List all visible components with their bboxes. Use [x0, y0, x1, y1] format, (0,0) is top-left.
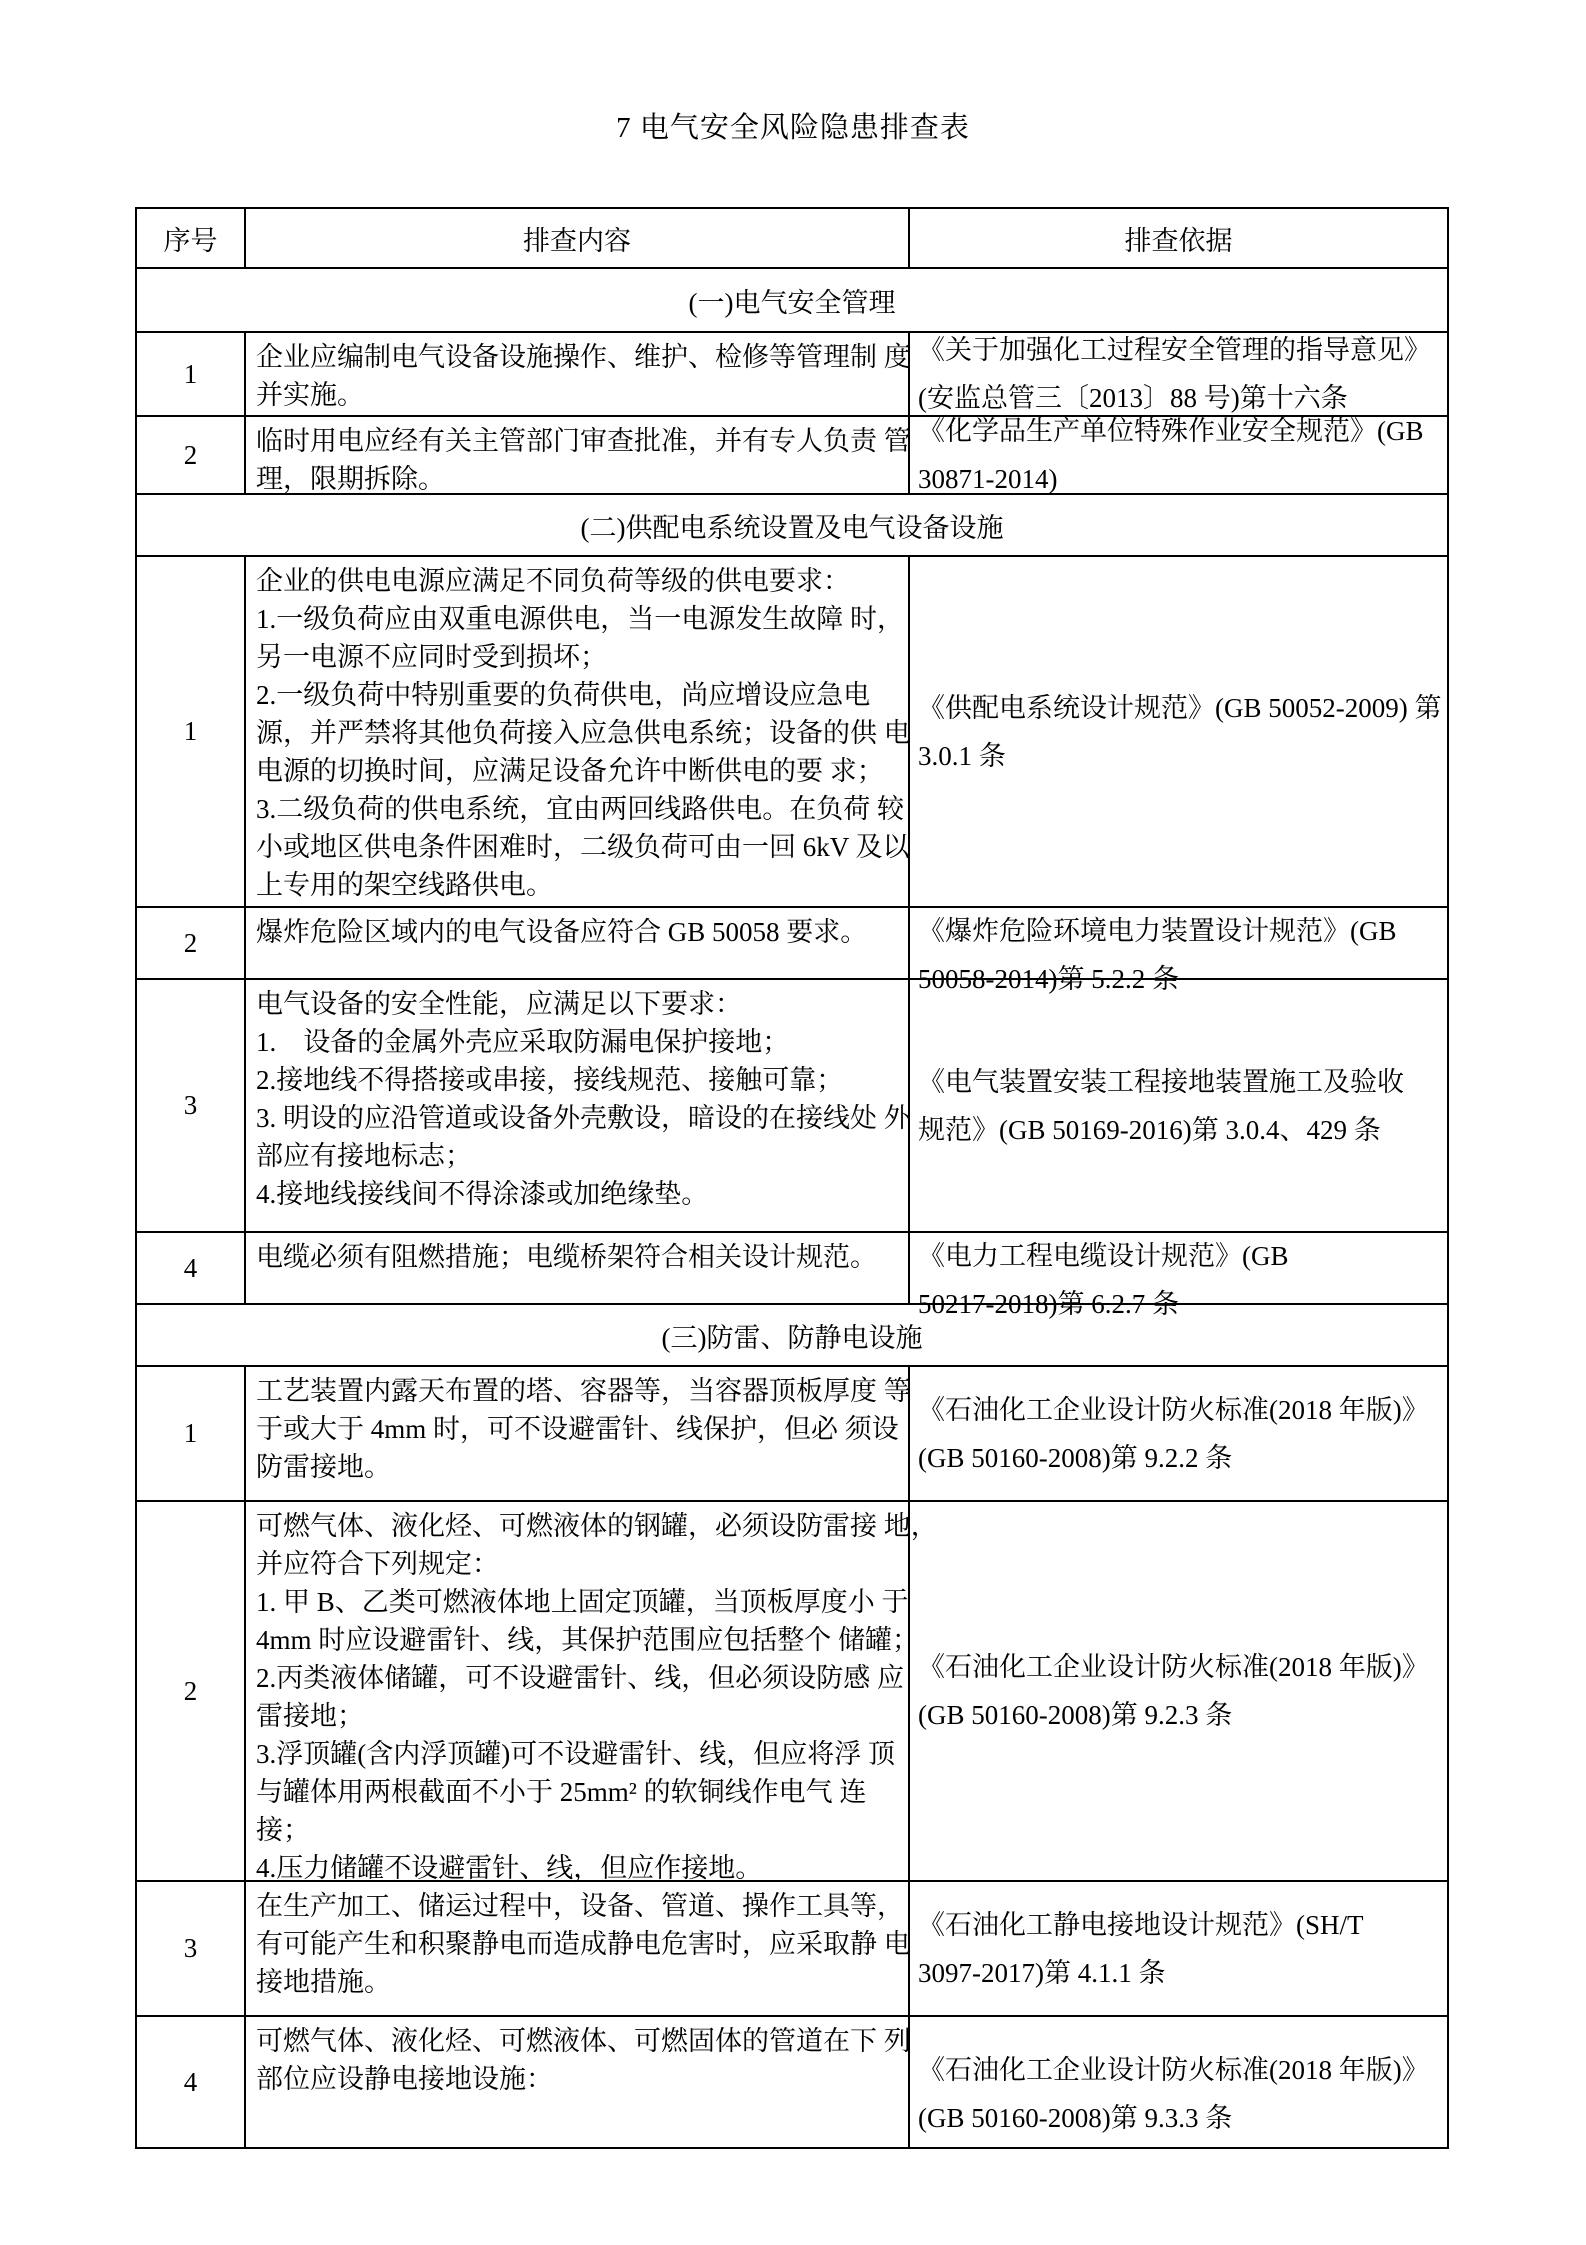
basis-line: 3097-2017)第 4.1.1 条 — [918, 1957, 1166, 1988]
content-line: 工艺装置内露天布置的塔、容器等，当容器顶板厚度 等 — [256, 1376, 911, 1406]
basis-line: 《关于加强化工过程安全管理的指导意见》 — [918, 335, 1431, 365]
basis-line: 规范》(GB 50169-2016)第 3.0.4、429 条 — [918, 1114, 1381, 1145]
content-line: 临时用电应经有关主管部门审查批准，并有专人负责 管 — [256, 426, 911, 456]
content-line: 2.丙类液体储罐，可不设避雷针、线，但必须设防感 应 — [256, 1663, 904, 1693]
row-number-cell: 2 — [136, 416, 245, 494]
table-row — [136, 1232, 1448, 1304]
basis-line: 《电气装置安装工程接地装置施工及验收 — [918, 1066, 1404, 1097]
content-line: 1.一级负荷应由双重电源供电，当一电源发生故障 时， — [256, 604, 904, 634]
basis-line: 《石油化工企业设计防火标准(2018 年版)》 — [918, 2055, 1429, 2085]
content-line: 电缆必须有阻燃措施；电缆桥架符合相关设计规范。 — [256, 1242, 877, 1272]
basis-cell — [909, 332, 1448, 416]
table-row — [136, 556, 1448, 907]
basis-box — [910, 2018, 1447, 2146]
section-row — [136, 494, 1448, 556]
basis-line: 《供配电系统设计规范》(GB 50052-2009) 第 — [918, 692, 1442, 723]
basis-line: 《电力工程电缆设计规范》(GB — [918, 1241, 1289, 1271]
content-line: 在生产加工、储运过程中，设备、管道、操作工具等， — [256, 1891, 904, 1921]
content-line: 1. 甲 B、乙类可燃液体地上固定顶罐，当顶板厚度小 于 — [256, 1587, 909, 1617]
basis-line: 《石油化工企业设计防火标准(2018 年版)》 — [918, 1652, 1429, 1682]
content-cell — [245, 556, 909, 907]
content-line: 2.接地线不得搭接或串接，接线规范、接触可靠； — [256, 1065, 844, 1095]
basis-line: 《石油化工企业设计防火标准(2018 年版)》 — [918, 1394, 1429, 1425]
row-number-cell: 2 — [136, 907, 245, 979]
table-row — [136, 416, 1448, 494]
content-cell — [245, 1881, 909, 2016]
content-line: 电源的切换时间，应满足设备允许中断供电的要 求； — [256, 756, 884, 786]
section-label: (二)供配电系统设置及电气设备设施 — [136, 494, 1448, 556]
row-number-cell: 1 — [136, 556, 245, 907]
content-line: 理，限期拆除。 — [256, 464, 445, 494]
content-cell — [245, 1366, 909, 1501]
content-box — [246, 909, 908, 977]
row-number-cell: 3 — [136, 979, 245, 1232]
content-cell — [245, 979, 909, 1232]
basis-cell — [909, 1232, 1448, 1319]
row-number-cell: 3 — [136, 1881, 245, 2016]
content-line: 另一电源不应同时受到损坏； — [256, 642, 607, 672]
basis-line: (安监总管三〔2013〕88 号)第十六条 — [918, 383, 1348, 413]
basis-box — [910, 981, 1447, 1230]
content-line: 部位应设静电接地设施： — [256, 2064, 553, 2094]
content-line: 2.一级负荷中特别重要的负荷供电，尚应增设应急电 — [256, 680, 871, 710]
row-number-cell: 1 — [136, 1366, 245, 1501]
basis-box — [910, 1883, 1447, 2014]
section-row — [136, 268, 1448, 332]
table-row — [136, 332, 1448, 416]
content-line: 并应符合下列规定： — [256, 1549, 499, 1579]
content-line: 接地措施。 — [256, 1967, 391, 1997]
table-body — [136, 208, 1448, 2148]
basis-cell — [909, 416, 1448, 494]
content-line: 小或地区供电条件困难时，二级负荷可由一回 6kV 及以 — [256, 832, 910, 862]
basis-line: (GB 50160-2008)第 9.2.2 条 — [918, 1442, 1233, 1473]
basis-cell — [909, 556, 1448, 907]
content-line: 4.压力储罐不设避雷针、线，但应作接地。 — [256, 1853, 763, 1883]
basis-line: 《石油化工静电接地设计规范》(SH/T — [918, 1909, 1364, 1940]
content-box — [246, 1503, 938, 1883]
basis-box — [910, 1234, 1447, 1319]
content-line: 1. 设备的金属外壳应采取防漏电保护接地； — [256, 1027, 790, 1057]
section-label: (三)防雷、防静电设施 — [136, 1304, 1448, 1366]
content-cell — [245, 332, 909, 416]
table-row — [136, 907, 1448, 979]
content-line: 与罐体用两根截面不小于 25mm² 的软铜线作电气 连 — [256, 1777, 867, 1807]
basis-box — [910, 334, 1447, 414]
basis-box — [910, 418, 1447, 492]
content-line: 有可能产生和积聚静电而造成静电危害时，应采取静 电 — [256, 1929, 911, 1959]
content-box — [246, 1234, 908, 1302]
basis-line: 3.0.1 条 — [918, 740, 1006, 771]
content-line: 部应有接地标志； — [256, 1141, 472, 1171]
document-title: 7 电气安全风险隐患排查表 — [616, 112, 970, 144]
content-line: 防雷接地。 — [256, 1452, 391, 1482]
basis-cell — [909, 907, 1448, 994]
table-row — [136, 979, 1448, 1232]
content-cell — [245, 1232, 909, 1304]
column-header: 排查内容 — [245, 208, 909, 268]
content-box — [246, 981, 911, 1230]
basis-line: 30871-2014) — [918, 464, 1058, 494]
content-cell — [245, 416, 909, 494]
content-line: 雷接地； — [256, 1701, 364, 1731]
basis-line: 《化学品生产单位特殊作业安全规范》(GB — [918, 416, 1424, 446]
table-row — [136, 1881, 1448, 2016]
basis-line: 50217-2018)第 6.2.7 条 — [918, 1289, 1179, 1319]
basis-cell — [909, 979, 1448, 1232]
content-cell — [245, 1501, 938, 1883]
content-box — [246, 1883, 911, 2014]
content-line: 可燃气体、液化烃、可燃液体的钢罐，必须设防雷接 地， — [256, 1511, 938, 1541]
basis-line: (GB 50160-2008)第 9.3.3 条 — [918, 2103, 1233, 2133]
content-box — [246, 418, 911, 494]
basis-cell — [909, 2016, 1448, 2148]
content-cell — [245, 907, 909, 979]
content-line: 爆炸危险区域内的电气设备应符合 GB 50058 要求。 — [256, 917, 868, 947]
column-header: 序号 — [136, 208, 245, 268]
basis-box — [910, 909, 1447, 994]
section-row — [136, 1304, 1448, 1366]
content-line: 3.二级负荷的供电系统，宜由两回线路供电。在负荷 较 — [256, 794, 904, 824]
row-number-cell: 4 — [136, 1232, 245, 1304]
content-line: 3. 明设的应沿管道或设备外壳敷设，暗设的在接线处 外 — [256, 1103, 911, 1133]
content-line: 3.浮顶罐(含内浮顶罐)可不设避雷针、线，但应将浮 顶 — [256, 1739, 895, 1769]
basis-line: 《爆炸危险环境电力装置设计规范》(GB — [918, 916, 1397, 946]
content-line: 上专用的架空线路供电。 — [256, 870, 553, 900]
content-line: 并实施。 — [256, 380, 364, 410]
content-line: 源，并严禁将其他负荷接入应急供电系统；设备的供 电 — [256, 718, 911, 748]
table-row — [136, 1366, 1448, 1501]
content-line: 4.接地线接线间不得涂漆或加绝缘垫。 — [256, 1179, 709, 1209]
basis-line: (GB 50160-2008)第 9.2.3 条 — [918, 1700, 1233, 1730]
row-number-cell: 2 — [136, 1501, 245, 1881]
content-line: 接； — [256, 1815, 310, 1845]
content-box — [246, 334, 911, 414]
column-header: 排查依据 — [909, 208, 1448, 268]
content-line: 企业应编制电气设备设施操作、维护、检修等管理制 度 — [256, 342, 911, 372]
section-label: (一)电气安全管理 — [136, 268, 1448, 332]
table-row — [136, 1501, 1448, 1881]
content-box — [246, 558, 911, 905]
basis-cell — [909, 1881, 1448, 2016]
row-number-cell: 1 — [136, 332, 245, 416]
content-line: 4mm 时应设避雷针、线，其保护范围应包括整个 储罐； — [256, 1625, 920, 1655]
row-number-cell: 4 — [136, 2016, 245, 2148]
inspection-table — [135, 207, 1449, 2149]
content-line: 企业的供电电源应满足不同负荷等级的供电要求： — [256, 566, 850, 596]
basis-box — [910, 1368, 1447, 1499]
table-row — [136, 2016, 1448, 2148]
content-box — [246, 2018, 911, 2146]
content-line: 电气设备的安全性能，应满足以下要求： — [256, 989, 742, 1019]
table-header-row — [136, 208, 1448, 268]
content-line: 于或大于 4mm 时，可不设避雷针、线保护，但必 须设 — [256, 1414, 899, 1444]
basis-cell — [909, 1366, 1448, 1501]
content-box — [246, 1368, 911, 1499]
basis-box — [910, 558, 1447, 905]
content-line: 可燃气体、液化烃、可燃液体、可燃固体的管道在下 列 — [256, 2026, 911, 2056]
basis-cell — [909, 1501, 1448, 1881]
basis-box — [910, 1503, 1447, 1879]
content-cell — [245, 2016, 909, 2148]
basis-line: 50058-2014)第 5.2.2 条 — [918, 964, 1179, 994]
